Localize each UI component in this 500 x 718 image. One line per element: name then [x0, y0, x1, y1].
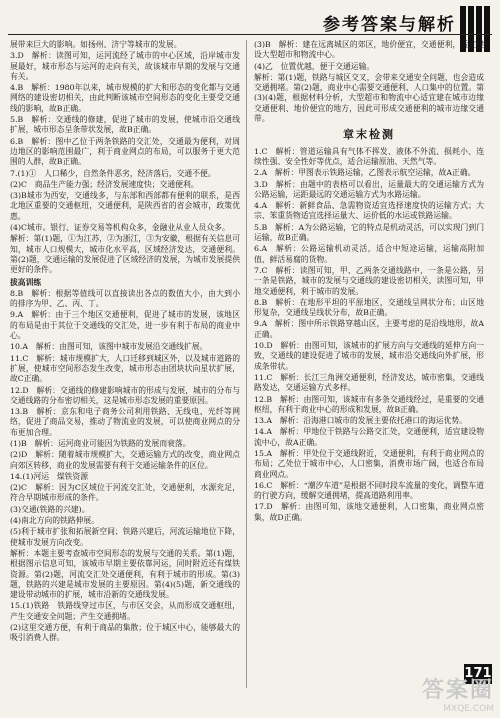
section-heading: 拔高训练 — [10, 277, 42, 287]
answer-paragraph: 4.B 解析：1980年以来，城市规模的扩大和形态的变化都与交通网络的建设密切相关，由此判断该城市空间形态的变化主要受交通线的影响，故B正确。 — [10, 83, 240, 113]
answer-paragraph: (4)南北方向的铁路伸展。 — [10, 516, 100, 526]
answer-paragraph: 7.C 解析：读图可知，甲、乙两条交通线路中，一条是公路，另一条是铁路，城市的发展与交通线的建设密切相关，读图可知，甲地交通便利，利于城市的发展。 — [254, 265, 484, 296]
chapter-heading: 章末检测 — [343, 128, 395, 142]
answer-paragraph: 解析：第(1)题，①为江苏，②为浙江，③为安徽，根据有关信息可知，城市人口规模大，城市化水平高，区域经济发达，交通便利。第(2)题，交通运输的发展促进了区域经济的发展，为城市发展提供更好的条件。 — [10, 234, 240, 275]
answer-paragraph: 15.(1)铁路 铁路线穿过市区，与市区交会，从而形成交通枢纽，产生交通安全问题；产生交通拥堵。 — [10, 601, 240, 621]
answer-paragraph: 10.D 解析：由图可知，该城市的扩展方向与交通线的延伸方向一致，交通线的建设促进了城市的发展，城市沿交通线向外扩展，形成条带状。 — [254, 341, 484, 371]
answer-paragraph: 10.A 解析：由图可知，该图中城市发展沿交通线扩展。 — [10, 342, 208, 352]
answer-paragraph: 6.B 解析：图中乙位于两条铁路的交汇处，交通最为便利，对周边地区的影响范围最广，利于商业网点的布局，可以服务于更大范围的人群，故B正确。 — [10, 136, 240, 167]
answer-paragraph: 9.A 解析：图中所示铁路穿越山区，主要考虑的是沿线地形，故A正确。 — [254, 319, 484, 339]
answer-paragraph: (3)B 解析：建在远离城区的郊区，地价便宜，交通便利，适宜建设大型超市和物流中心。 — [254, 40, 484, 60]
answer-paragraph: 13.A 解析：沿海港口城市的发展主要依托港口的海运优势。 — [254, 416, 467, 426]
watermark-text: 答案圈 — [421, 678, 494, 703]
answer-paragraph: 11.C 解析：城市规模扩大，人口迁移到城区外，以及城市道路的扩展，使城市空间形态发生改变，城市形态由团块状向星状扩展，故C正确。 — [10, 353, 240, 384]
watermark-url: MXQE.COM — [443, 704, 494, 714]
answer-paragraph: 9.A 解析：由于三个地区交通便利，促进了城市的发展，该地区的布局是由于其位于交通线的交汇处，进一步有利于布局的商业中心。 — [10, 310, 240, 341]
answer-paragraph: 15.A 解析：甲处位于交通线附近，交通便利，有利于商业网点的布局；乙处位于城市中心，人口密集，消费市场广阔，也适合布局商业网点。 — [254, 448, 484, 479]
answer-paragraph: 17.D 解析：由图可知，该地交通便利，人口密集，商业网点密集，故D正确。 — [254, 502, 484, 522]
answer-paragraph: (4)C城市。银行、证券交易等机构众多，金融业从业人员众多。 — [10, 223, 230, 233]
answer-paragraph: 2.A 解析：甲图表示铁路运输，乙图表示航空运输，故A正确。 — [254, 168, 476, 178]
answer-paragraph: 14.A 解析：甲地位于铁路与公路交汇处，交通便利，适宜建设物流中心，故A正确。 — [254, 427, 484, 447]
answer-paragraph: 3.D 解析：读图可知，运河流经了城市的中心区域，沿岸城市发展最好，城市形态与运河的走向有关，故该城市早期的发展与交通有关。 — [10, 51, 240, 81]
answer-paragraph: 4.A 解析：新鲜食品、急需物资适宜选择速度快的运输方式；大宗、笨重货物适宜选择运量大、运价低的水运或铁路运输。 — [254, 201, 484, 221]
answer-paragraph: (4)乙 位置优越，便于交通运输。 — [254, 61, 375, 71]
answer-paragraph: 解析：本题主要考查城市空间形态的发展与交通的关系。第(1)题，根据图示信息可知，该城市早期主要依靠河运，同时附近还有煤铁资源。第(2)题，河流交汇处交通便利，有利于城市的形成。第(3)题，铁路的兴建是城市发展的主要原因。第(4)(5)题，新交通线的建设带动城市的扩展，城市沿新的交通线发展。 — [10, 548, 240, 600]
answer-paragraph: 8.B 解析：在地形平坦的平原地区，交通线呈网状分布；山区地形复杂，交通线呈线状分布，故B正确。 — [254, 297, 484, 318]
answer-paragraph: 13.B 解析：京东和电子商务公司利用铁路、无线电、光纤等网络，促进了商品交易，推动了物流业的发展，可以使商业网点的分布更加合理。 — [10, 407, 240, 437]
answer-paragraph: (2)C 商品生产能力强；经济发展速度快；交通便利。 — [10, 179, 199, 189]
watermark-logo — [422, 673, 494, 714]
right-column — [254, 40, 484, 524]
page-title: 参考答案与解析 — [323, 15, 456, 35]
answer-paragraph: 5.B 解析：A为公路运输，它的特点是机动灵活，可以实现门到门运输，故B正确。 — [254, 222, 484, 243]
answer-paragraph: 解析：第(1)题，铁路与城区交叉，会带来交通安全问题，也会造成交通拥堵。第(2)题，商业中心需要交通便利、人口集中的位置。第(3)(4)题，根据材料分析，大型超市和物流中心适宜建在城市边缘交通便利、地价便宜的地方，因此可形成交通便利的城市边缘交通带。 — [254, 72, 484, 124]
answer-paragraph: (5)利于城市扩张和拓展新空间；铁路兴建后，河流运输地位下降，使城市发展方向改变。 — [10, 527, 240, 547]
answer-paragraph: (2)这里交通方便，有利于商品的集散；位于城区中心，能够最大的吸引消费人群。 — [10, 623, 240, 643]
answer-paragraph: 展带来巨大的影响。如扬州、济宁等城市的发展。 — [10, 40, 182, 49]
answer-paragraph: (1)B 解析：运河商业可能因为铁路的发展而衰落。 — [10, 438, 191, 448]
answer-paragraph: 12.D 解析：交通线的修建影响城市的形成与发展，城市的分布与交通线路的分布密切相关，这是城市形态发展的重要原因。 — [10, 385, 240, 405]
answer-paragraph: 8.B 解析：根据等值线可以直接读出各点的数值大小，由大到小的排序为甲、乙、丙、丁。 — [10, 288, 240, 309]
answer-paragraph: 14.(1)河运 煤铁资源 — [10, 471, 89, 481]
answer-paragraph: 6.A 解析：公路运输机动灵活，适合中短途运输，运输高附加值、鲜活易腐的货物。 — [254, 244, 484, 264]
answer-paragraph: 1.C 解析：管道运输具有气体不挥发、液体不外流、损耗小、连续性强、安全性好等优点，适合运输原油、天然气等。 — [254, 146, 484, 166]
left-column — [10, 40, 240, 645]
answer-paragraph: 11.C 解析：长江三角洲交通便利，经济发达，城市密集，交通线路发达，交通运输方式多样。 — [254, 372, 484, 393]
answer-paragraph: 3.D 解析：由题中的表格可以看出，运量最大的交通运输方式为公路运输，运距最远的交通运输方式为水路运输。 — [254, 179, 484, 199]
answer-paragraph: 5.B 解析：交通线的修建，促进了城市的发展，使城市沿交通线扩展，城市形态呈条带状发展，故B正确。 — [10, 115, 240, 135]
page-header — [0, 6, 500, 36]
answer-paragraph: (3)交通(铁路的兴建)。 — [10, 504, 90, 514]
answer-paragraph: (3)B城市为西安，交通线多，与东部和西部都有便利的联系，是西北地区重要的交通枢纽，交通便利，是陕西省的省会城市，政策优惠。 — [10, 191, 240, 221]
answer-paragraph: 16.C 解析：“潮汐车道”是根据不同时段车流量的变化，调整车道的行驶方向，缓解交通拥堵，提高道路利用率。 — [254, 480, 484, 501]
answer-paragraph: (2)D 解析：随着城市规模扩大，交通运输方式的改变，商业网点向郊区转移，商业的发展需要有利于交通运输条件的区位。 — [10, 450, 240, 470]
answer-paragraph: (2)C 解析：因为C区域位于河流交汇处，交通便利，水源充足，符合早期城市形成的条件。 — [10, 483, 240, 503]
answer-paragraph: 7.(1)① 人口稀少，自然条件恶劣，经济落后，交通不便。 — [10, 168, 216, 178]
column-divider — [246, 40, 247, 688]
header-rule — [8, 34, 492, 35]
page-number: 171 — [464, 664, 492, 684]
answer-paragraph: 12.B 解析：由图可知，该城市有多条交通线经过，是重要的交通枢纽，有利于商业中心的形成和发展，故B正确。 — [254, 394, 484, 414]
